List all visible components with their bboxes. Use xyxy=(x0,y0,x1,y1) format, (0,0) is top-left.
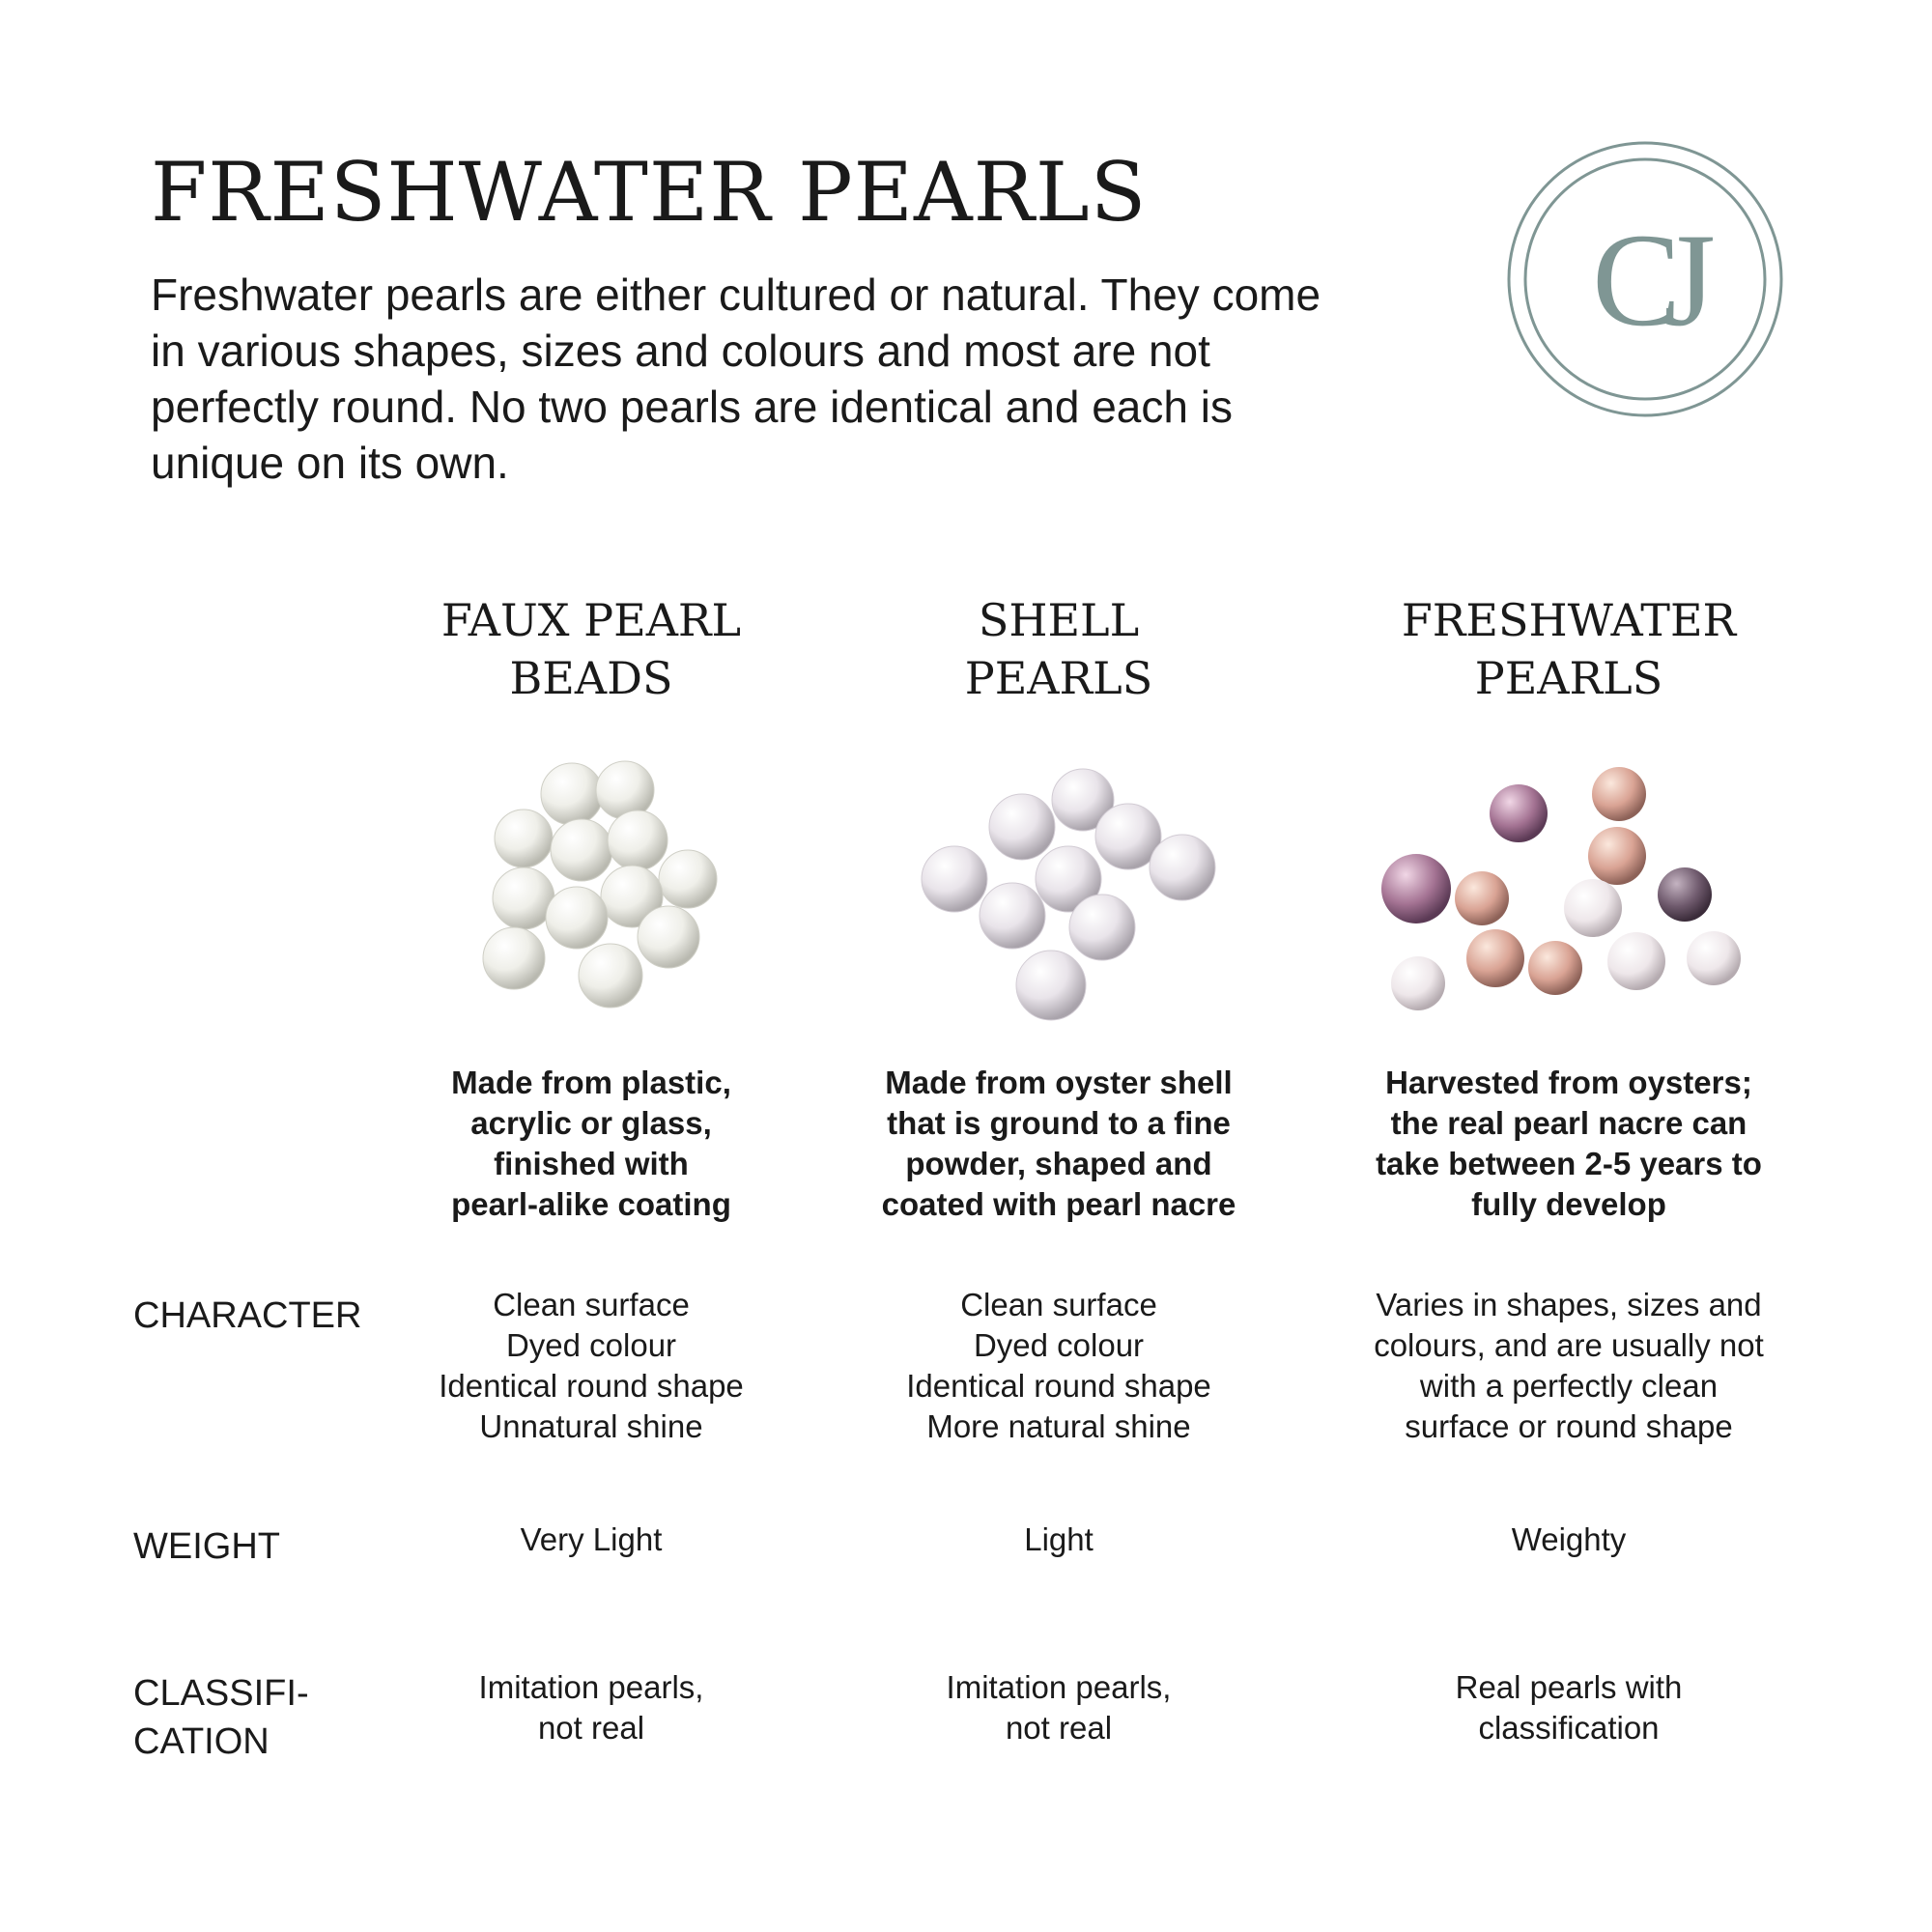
character-cell-faux: Clean surface Dyed colour Identical round shape Unnatural shine xyxy=(439,1287,744,1444)
intro-paragraph: Freshwater pearls are either cultured or natural. They come in various shapes, sizes and colours and most are not perfectly round. No two pearls are identical and each is unique on its own. xyxy=(151,270,1321,488)
column-heading-faux: FAUX PEARL BEADS xyxy=(440,594,742,704)
page-title: FRESHWATER PEARLS xyxy=(151,145,1148,240)
column-heading-shell: SHELL PEARLS xyxy=(964,594,1153,704)
weight-cell-freshwater: Weighty xyxy=(1511,1521,1627,1557)
faux-pearl-beads-image xyxy=(379,744,804,1053)
description-shell: Made from oyster shell that is ground to a fine powder, shaped and coated with pearl nacre xyxy=(881,1065,1236,1222)
freshwater-pearls-image xyxy=(1356,744,1781,1053)
description-freshwater: Harvested from oysters; the real pearl nacre can take between 2-5 years to fully develop xyxy=(1376,1065,1762,1222)
description-faux: Made from plastic, acrylic or glass, finished with pearl-alike coating xyxy=(451,1065,731,1222)
classification-cell-shell: Imitation pearls, not real xyxy=(946,1669,1172,1746)
weight-cell-faux: Very Light xyxy=(520,1521,663,1557)
row-label-classification: CLASSIFI- CATION xyxy=(133,1673,309,1762)
character-cell-shell: Clean surface Dyed colour Identical round shape More natural shine xyxy=(906,1287,1211,1444)
shell-pearls-image xyxy=(846,744,1271,1053)
row-label-character: CHARACTER xyxy=(133,1295,362,1336)
weight-cell-shell: Light xyxy=(1024,1521,1094,1557)
classification-cell-freshwater: Real pearls with classification xyxy=(1455,1669,1683,1746)
row-label-weight: WEIGHT xyxy=(133,1526,280,1567)
logo-monogram: CJ xyxy=(1592,206,1698,354)
classification-cell-faux: Imitation pearls, not real xyxy=(478,1669,704,1746)
cj-logo xyxy=(1505,139,1785,419)
column-heading-freshwater: FRESHWATER PEARLS xyxy=(1401,594,1737,704)
character-cell-freshwater: Varies in shapes, sizes and colours, and are usually not with a perfectly clean surface or round shape xyxy=(1374,1287,1764,1444)
